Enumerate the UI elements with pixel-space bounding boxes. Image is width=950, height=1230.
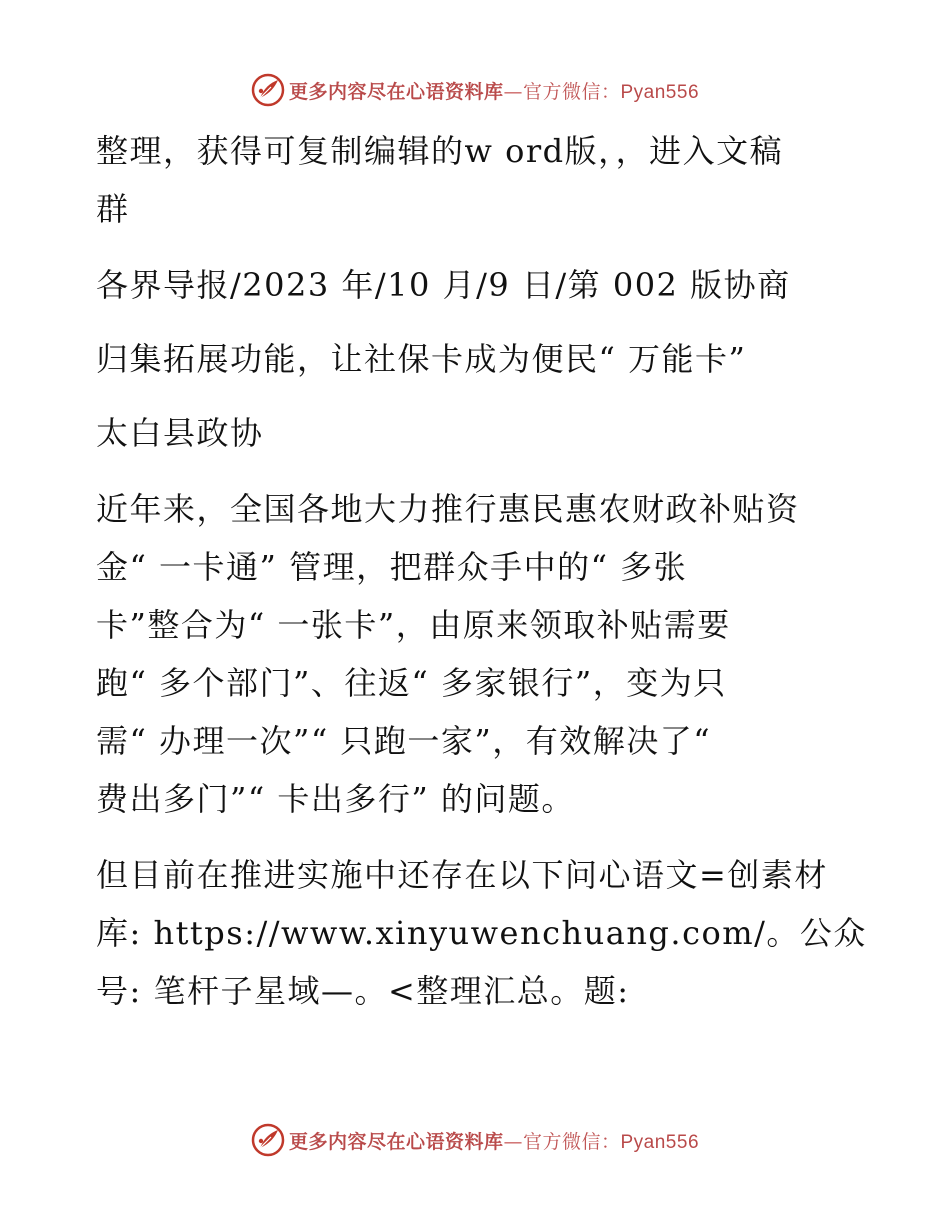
text-line: 需“ 办理一次”“ 只跑一家”，有效解决了“ (96, 722, 712, 760)
header-banner-inner (251, 73, 699, 107)
text-line: 太白县政协 (96, 414, 264, 452)
header-banner-dash: — (503, 80, 523, 103)
text-line: 号: 笔杆子星域—。<整理汇总。题: (96, 972, 630, 1010)
text-line: 金“ 一卡通” 管理，把群众手中的“ 多张 (96, 548, 688, 586)
text-line: 但目前在推进实施中还存在以下问心语文=创素材 (96, 856, 828, 894)
header-banner (0, 70, 950, 110)
text-line: 近年来，全国各地大力推行惠民惠农财政补贴资 (96, 490, 800, 528)
footer-banner-text (289, 1127, 699, 1154)
feather-pen-logo-icon (251, 1123, 285, 1157)
text-line: 费出多门”“ 卡出多行” 的问题。 (96, 780, 575, 818)
footer-banner-wechat-id: Pyan556 (620, 1131, 700, 1153)
text-line: 整理，获得可复制编辑的w ord版，，进入文稿 (96, 132, 784, 170)
header-banner-title: 更多内容尽在心语资料库 (288, 80, 504, 103)
text-line: 卡”整合为“ 一张卡”，由原来领取补贴需要 (96, 606, 731, 644)
footer-banner-wechat-label: 官方微信： (522, 1130, 621, 1153)
feather-pen-logo-icon (251, 73, 285, 107)
footer-banner-inner (251, 1123, 699, 1157)
header-banner-wechat-id: Pyan556 (620, 81, 700, 103)
footer-banner-dash: — (503, 1130, 523, 1153)
text-line: 归集拓展功能，让社保卡成为便民“ 万能卡” (96, 340, 747, 378)
text-line: 跑“ 多个部门”、往返“ 多家银行”，变为只 (96, 664, 727, 702)
text-line: 库: https://www.xinyuwenchuang.com/。公众 (96, 914, 867, 952)
footer-banner-title: 更多内容尽在心语资料库 (288, 1130, 504, 1153)
header-banner-text (289, 77, 699, 104)
footer-banner (0, 1120, 950, 1160)
text-line: 各界导报/2023 年/10 月/9 日/第 002 版协商 (96, 266, 791, 304)
text-line: 群 (96, 190, 130, 228)
header-banner-wechat-label: 官方微信： (522, 80, 621, 103)
